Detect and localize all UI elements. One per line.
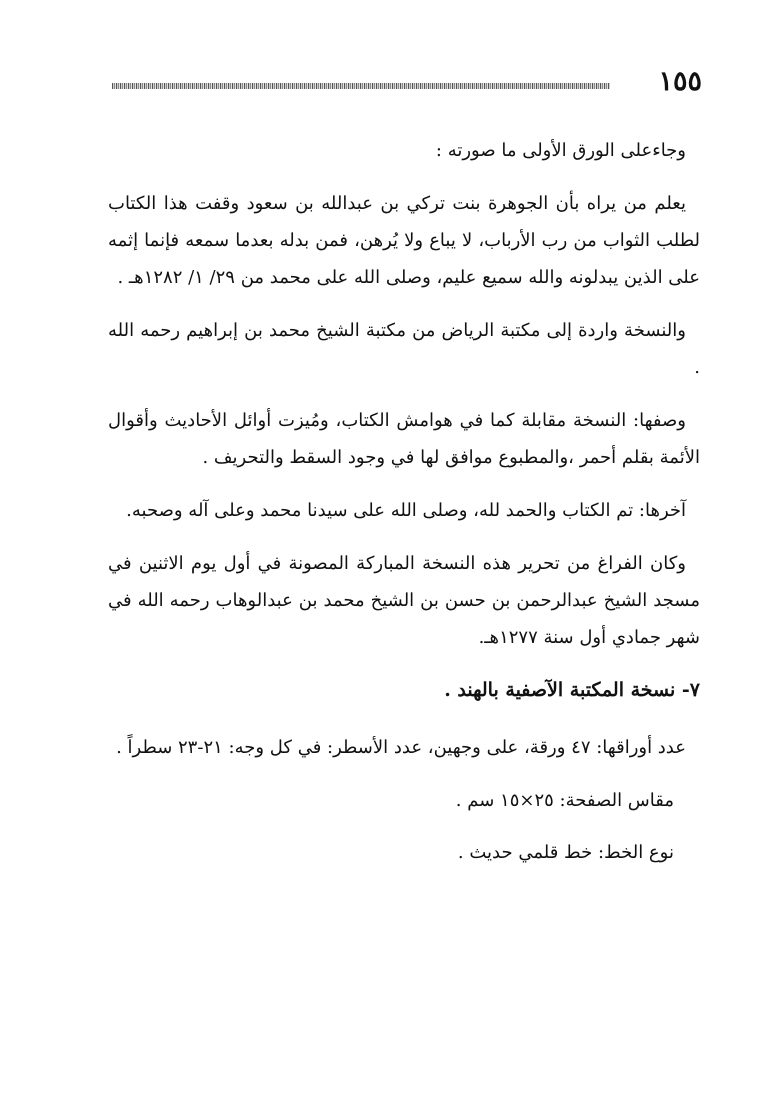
page-size-line: مقاس الصفحة: ٢٥×١٥ سم .	[455, 790, 674, 811]
folio-count-paragraph: عدد أوراقها: ٤٧ ورقة، على وجهين، عدد الأسطر: في كل وجه: ٢١-٢٣ سطراً .	[116, 737, 686, 758]
header-rule	[112, 83, 610, 89]
page-body	[108, 132, 700, 886]
page-number: ١٥٥	[658, 66, 702, 97]
waqf-inscription: يعلم من يراه بأن الجوهرة بنت تركي بن عبدالله بن سعود وقفت هذا الكتاب لطلب الثواب من رب الأرباب، لا يباع ولا يُرهن، فمن بدله بعدما سمعه فإنما إثمه على الذين يبدلونه والله سميع عليم، وصلى الله على محمد من ٢٩/ ١/ ١٢٨٢هـ .	[108, 193, 700, 288]
ending-paragraph: آخرها: تم الكتاب والحمد لله، وصلى الله على سيدنا محمد وعلى آله وصحبه.	[126, 500, 686, 521]
section-heading: ٧- نسخة المكتبة الآصفية بالهند .	[444, 679, 700, 701]
script-type-line: نوع الخط: خط قلمي حديث .	[457, 842, 674, 863]
completion-paragraph: وكان الفراغ من تحرير هذه النسخة المباركة المصونة في أول يوم الاثنين في مسجد الشيخ عبدالرحمن بن حسن بن الشيخ محمد بن عبدالوهاب رحمه الله في شهر جمادي أول سنة ١٢٧٧هـ.	[108, 553, 700, 648]
intro-line: وجاءعلى الورق الأولى ما صورته :	[435, 140, 686, 161]
page-header	[112, 66, 702, 98]
provenance-paragraph: والنسخة واردة إلى مكتبة الرياض من مكتبة الشيخ محمد بن إبراهيم رحمه الله .	[108, 320, 700, 378]
description-paragraph: وصفها: النسخة مقابلة كما في هوامش الكتاب، ومُيزت أوائل الأحاديث وأقوال الأئمة بقلم أحمر ،والمطبوع موافق لها في وجود السقط والتحريف .	[108, 410, 700, 468]
